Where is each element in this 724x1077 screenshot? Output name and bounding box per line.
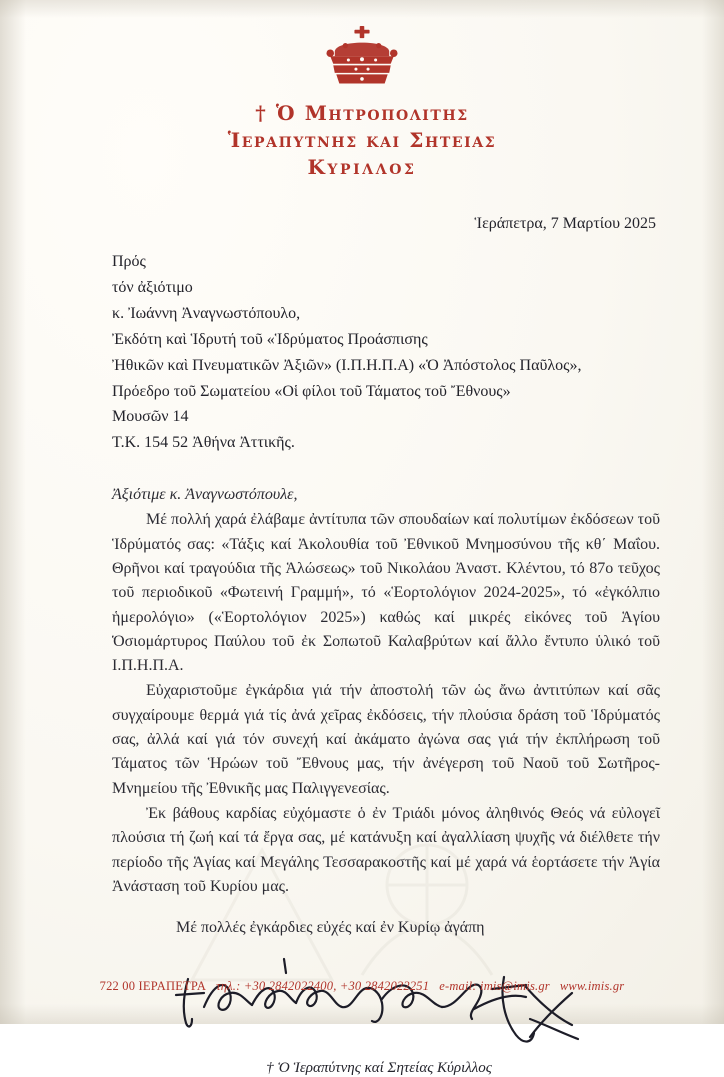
footer-website[interactable]: www.imis.gr [559,979,625,993]
recipient-line-1: Πρός [112,253,146,270]
letterhead-title-line-3: Κύριλλος [307,155,417,179]
orthodox-crown-emblem-icon [316,26,408,88]
letter-content [0,215,724,1077]
letterhead [0,0,724,181]
letterhead-title-line-1: † Ὁ Μητροπολίτης [255,101,469,125]
letterhead-title-line-2: Ἱεραπύτνης καὶ Σητείας [227,128,497,152]
paragraph-3: Ἐκ βάθους καρδίας εὐχόμαστε ὁ ἐν Τριάδι μόνος ἀληθινός Θεός νά εὐλογεῖ πλούσια τή ζωή καί τά ἔργα σας, μέ κατάνυξη καί ἀγαλλίαση ψυχῆς νά διέλθετε τήν περίοδο τῆς Ἁγίας καί Μεγάλης Τεσσαρακοστῆς καί μέ χαρά νά ἑορτάσετε τήν Ἁγία Ἀνάσταση τοῦ Κυρίου μας. [112,805,660,895]
signature-area [64,943,664,1077]
footer-email-label: e-mail: [439,979,477,993]
paragraph-1: Μέ πολλή χαρά ἐλάβαμε ἀντίτυπα τῶν σπουδαίων καί πολυτίμων ἐκδόσεων τοῦ Ἱδρύματός σας: «Τάξις καί Ἀκολουθία τοῦ Ἐθνικοῦ Μνημοσύνου τῆς κθ΄ Μαΐου. Θρῆνοι καί τραγούδια τῆς Ἁλώσεως» τοῦ Νικολάου Ἀναστ. Κλέντου, τό 87ο τεῦχος τοῦ περιοδικοῦ «Φωτεινή Γραμμή», τό «Ἑορτολόγιον 2024-2025», τό «ἐγκόλπιο ἡμερολόγιο» («Ἑορτολόγιον 2025») καθώς καί μικρές εἰκόνες τοῦ Ἁγίου Ὁσιομάρτυρος Παύλου τοῦ ἐκ Σοπωτοῦ Καλαβρύτων καί ἄλλο ἔντυπο ὑλικό τοῦ Ι.Π.Η.Π.Α. [112,511,660,675]
recipient-line-6: Πρόεδρο τοῦ Σωματείου «Οἱ φίλοι τοῦ Τάματος τοῦ Ἔθνους» [112,382,511,400]
signature-caption: † Ὁ Ἱεραπύτνης καί Σητείας Κύριλλος [266,1060,492,1077]
recipient-line-4: Ἐκδότη καὶ Ἱδρυτή τοῦ «Ἱδρύματος Προάσπισης [112,330,428,348]
recipient-line-7: Μουσῶν 14 [112,408,189,426]
paragraph-2: Εὐχαριστοῦμε ἐγκάρδια γιά τήν ἀποστολή τῶν ὡς ἄνω ἀντιτύπων καί σᾶς συγχαίρουμε θερμά γιά τίς ἀνά χεῖρας ἐκδόσεις, τήν πλούσια δράση τοῦ Ἱδρύματός σας, ἀλλά καί γιά τόν συνεχή καί ἀκάματο ἀγώνα σας γιά τήν ἐκπλήρωση τοῦ Τάματος τῶν Ἡρώων τοῦ Ἔθνους μας, τήν ἀνέγερση τοῦ Ναοῦ τοῦ Σωτῆρος-Μνημείου τῆς Ἐθνικῆς μας Παλιγγενεσίας. [112,682,660,797]
footer-email[interactable]: imis@imis.gr [480,979,550,993]
recipient-line-3: κ. Ἰωάννη Ἀναγνωστόπουλο, [112,304,301,322]
recipient-block [64,249,664,456]
recipient-line-2: τόν ἀξιότιμο [112,278,193,296]
closing-line: Μέ πολλές ἐγκάρδιες εὐχές καί ἐν Κυρίῳ ἀγάπη [176,919,485,937]
recipient-line-5: Ἠθικῶν καὶ Πνευματικῶν Ἀξιῶν» (Ι.Π.Η.Π.Α) «Ὁ Ἀπόστολος Παῦλος», [112,356,582,374]
footer [0,979,724,994]
footer-address: 722 00 ΙΕΡΑΠΕΤΡΑ [99,979,207,993]
footer-divider [60,965,664,966]
body-text [64,508,664,899]
salutation: Ἀξιότιμε κ. Ἀναγνωστόπουλε, [112,486,298,504]
dateline: Ἱεράπετρα, 7 Μαρτίου 2025 [474,215,656,232]
recipient-line-8: Τ.Κ. 154 52 Ἀθήνα Ἀττικῆς. [112,434,295,452]
footer-phones: +30 2842022400, +30 2842022251 [243,979,430,993]
footer-phone-label: τηλ.: [216,979,241,993]
